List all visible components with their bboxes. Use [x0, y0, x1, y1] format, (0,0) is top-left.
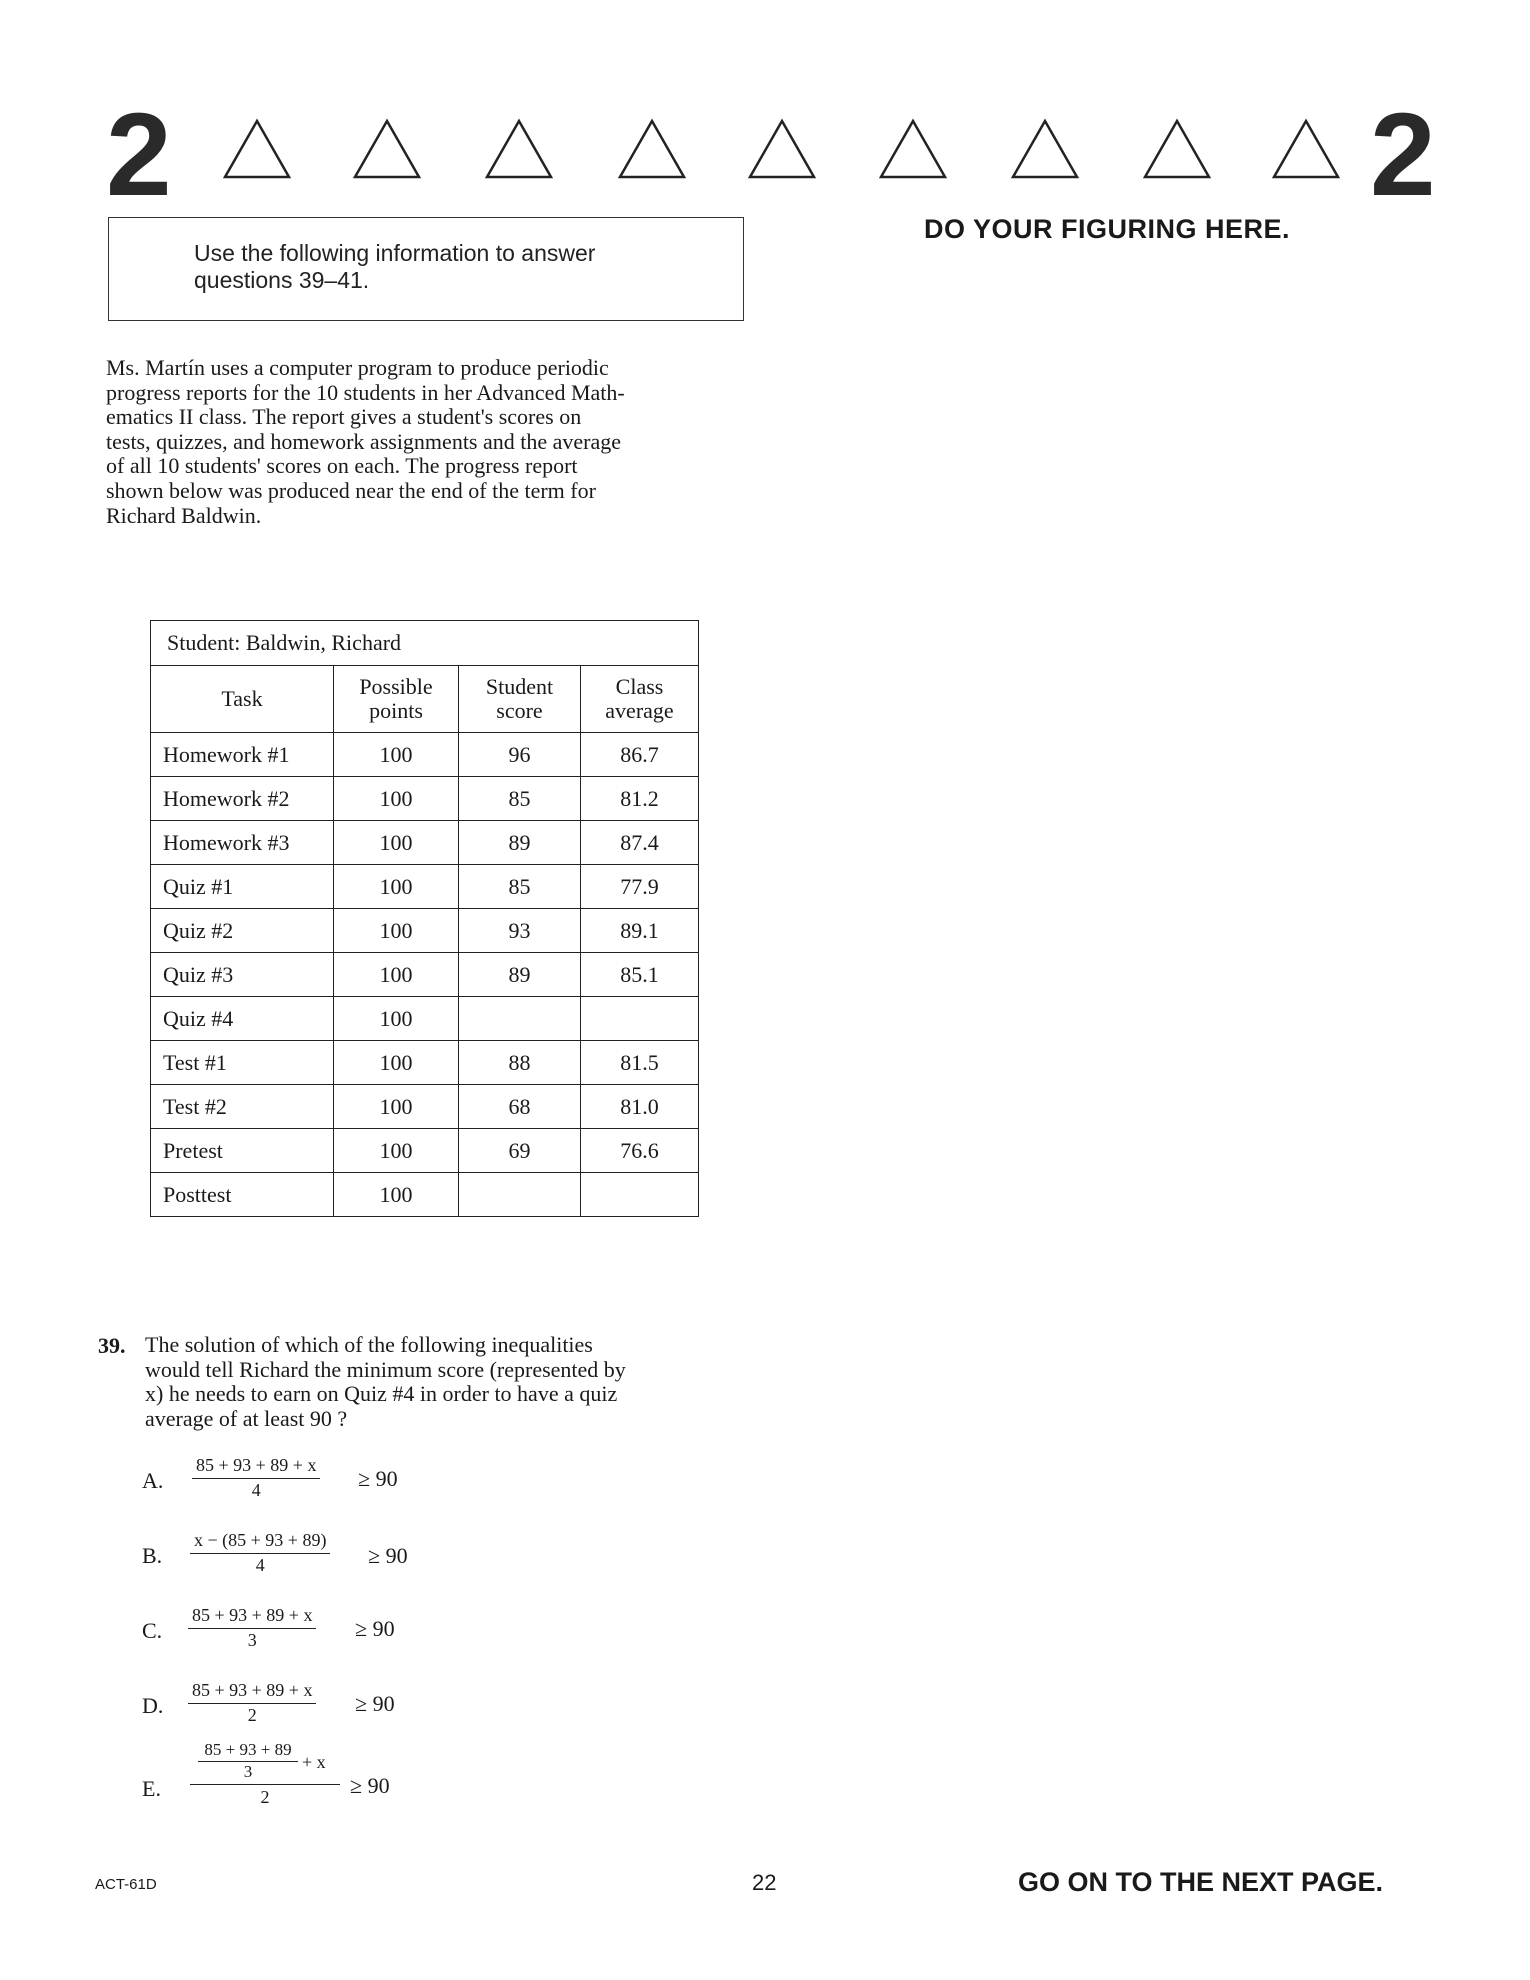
average-cell: 85.1 [581, 953, 699, 997]
passage-line: progress reports for the 10 students in her Advanced Math- [106, 379, 625, 405]
option-fraction [188, 1605, 316, 1651]
table-row [151, 733, 699, 777]
fraction-denominator: 4 [255, 1555, 265, 1575]
possible-cell: 100 [334, 733, 459, 777]
option-letter: E. [142, 1776, 161, 1801]
passage [106, 356, 746, 528]
question-stem [145, 1333, 626, 1431]
table-row [151, 909, 699, 953]
passage-line: tests, quizzes, and homework assignments and the average [106, 428, 622, 454]
progress-report-table [150, 620, 699, 1217]
score-cell: 85 [459, 777, 581, 821]
info-box-text: Use the following information to answer questions 39–41. [194, 240, 596, 293]
option-relation: ≥ 90 [355, 1691, 395, 1716]
score-cell: 69 [459, 1129, 581, 1173]
average-cell: 76.6 [581, 1129, 699, 1173]
answer-option-b[interactable] [140, 1530, 440, 1590]
triangle-icon [1271, 118, 1341, 180]
average-cell [581, 997, 699, 1041]
task-cell: Homework #2 [151, 777, 334, 821]
passage-line: ematics II class. The report gives a student's scores on [106, 404, 582, 430]
option-fraction [190, 1530, 330, 1576]
triangle-icon [1010, 118, 1080, 180]
answer-option-e[interactable] [140, 1740, 440, 1830]
fraction-denominator: 2 [260, 1787, 270, 1807]
inner-numerator: 85 + 93 + 89 [198, 1740, 298, 1762]
info-box [108, 217, 744, 321]
score-cell: 89 [459, 821, 581, 865]
go-on-label: GO ON TO THE NEXT PAGE. [1018, 1867, 1384, 1897]
possible-cell: 100 [334, 1085, 459, 1129]
task-cell: Test #1 [151, 1041, 334, 1085]
student-label: Student: Baldwin, Richard [151, 621, 699, 666]
table-row [151, 1129, 699, 1173]
question-line: x) he needs to earn on Quiz #4 in order to have a quiz [145, 1381, 618, 1407]
possible-cell: 100 [334, 865, 459, 909]
fraction-numerator: 85 + 93 + 89 + x [192, 1455, 320, 1479]
average-cell: 81.5 [581, 1041, 699, 1085]
table-row [151, 1041, 699, 1085]
possible-cell: 100 [334, 953, 459, 997]
option-relation: ≥ 90 [368, 1543, 408, 1568]
task-cell: Test #2 [151, 1085, 334, 1129]
average-cell: 86.7 [581, 733, 699, 777]
question-number: 39. [98, 1333, 126, 1358]
score-cell [459, 997, 581, 1041]
score-cell: 68 [459, 1085, 581, 1129]
possible-cell: 100 [334, 1041, 459, 1085]
option-fraction [188, 1680, 316, 1726]
triangle-icon [222, 118, 292, 180]
task-cell: Homework #1 [151, 733, 334, 777]
triangle-icon [352, 118, 422, 180]
task-cell: Quiz #4 [151, 997, 334, 1041]
score-cell: 96 [459, 733, 581, 777]
average-cell: 77.9 [581, 865, 699, 909]
fraction-numerator: 85 + 93 + 89 + x [188, 1605, 316, 1629]
possible-cell: 100 [334, 997, 459, 1041]
question-line: The solution of which of the following inequalities [145, 1332, 593, 1357]
answer-option-a[interactable] [140, 1455, 440, 1515]
passage-line: Ms. Martín uses a computer program to produce periodic [106, 355, 609, 380]
fraction-denominator: 2 [247, 1705, 257, 1725]
header-class-average: Class average [581, 666, 699, 733]
table-row [151, 777, 699, 821]
score-cell: 93 [459, 909, 581, 953]
table-row [151, 1085, 699, 1129]
option-fraction [192, 1455, 320, 1501]
triangle-icon [484, 118, 554, 180]
header-task: Task [151, 666, 334, 733]
triangle-icon [878, 118, 948, 180]
possible-cell: 100 [334, 821, 459, 865]
possible-cell: 100 [334, 1173, 459, 1217]
possible-cell: 100 [334, 1129, 459, 1173]
inner-denominator: 3 [243, 1762, 253, 1781]
header-possible-points: Possible points [334, 666, 459, 733]
option-fraction [190, 1740, 340, 1830]
task-cell: Posttest [151, 1173, 334, 1217]
option-relation: ≥ 90 [355, 1616, 395, 1641]
score-cell: 85 [459, 865, 581, 909]
possible-cell: 100 [334, 777, 459, 821]
section-number-left: 2 [106, 89, 172, 221]
section-number-right: 2 [1370, 89, 1436, 221]
header-student-score: Student score [459, 666, 581, 733]
question-line: would tell Richard the minimum score (represented by [145, 1356, 626, 1382]
passage-line: shown below was produced near the end of the term for [106, 477, 596, 503]
score-cell [459, 1173, 581, 1217]
question-line: average of at least 90 ? [145, 1405, 348, 1431]
option-relation: ≥ 90 [358, 1466, 398, 1491]
fraction-numerator: 85 + 93 + 89 + x [188, 1680, 316, 1704]
table-row [151, 821, 699, 865]
triangle-icon [617, 118, 687, 180]
option-letter: C. [142, 1618, 163, 1643]
passage-line: of all 10 students' scores on each. The progress report [106, 453, 578, 479]
triangle-icon [747, 118, 817, 180]
average-cell: 81.0 [581, 1085, 699, 1129]
option-letter: B. [142, 1543, 163, 1568]
option-relation: ≥ 90 [350, 1773, 390, 1798]
table-row [151, 1173, 699, 1217]
fraction-denominator: 3 [247, 1630, 257, 1650]
task-cell: Pretest [151, 1129, 334, 1173]
option-letter: A. [142, 1468, 164, 1493]
average-cell: 87.4 [581, 821, 699, 865]
figuring-label: DO YOUR FIGURING HERE. [924, 214, 1291, 244]
triangle-icon [1142, 118, 1212, 180]
table-row [151, 953, 699, 997]
task-cell: Homework #3 [151, 821, 334, 865]
table-row [151, 997, 699, 1041]
task-cell: Quiz #2 [151, 909, 334, 953]
fraction-numerator: x − (85 + 93 + 89) [190, 1530, 330, 1554]
page-number: 22 [752, 1870, 777, 1895]
score-cell: 89 [459, 953, 581, 997]
fraction-denominator: 4 [251, 1480, 261, 1500]
table-header-row [151, 666, 699, 733]
answer-option-d[interactable] [140, 1680, 440, 1740]
inner-plus-term: + x [302, 1752, 326, 1772]
inner-fraction [198, 1740, 298, 1782]
average-cell [581, 1173, 699, 1217]
possible-cell: 100 [334, 909, 459, 953]
task-cell: Quiz #1 [151, 865, 334, 909]
task-cell: Quiz #3 [151, 953, 334, 997]
score-cell: 88 [459, 1041, 581, 1085]
option-letter: D. [142, 1693, 164, 1718]
table-row [151, 865, 699, 909]
footer-form-code: ACT-61D [95, 1876, 157, 1893]
passage-line: Richard Baldwin. [106, 502, 262, 528]
average-cell: 81.2 [581, 777, 699, 821]
answer-option-c[interactable] [140, 1605, 440, 1665]
average-cell: 89.1 [581, 909, 699, 953]
main-fraction-bar [190, 1784, 340, 1785]
